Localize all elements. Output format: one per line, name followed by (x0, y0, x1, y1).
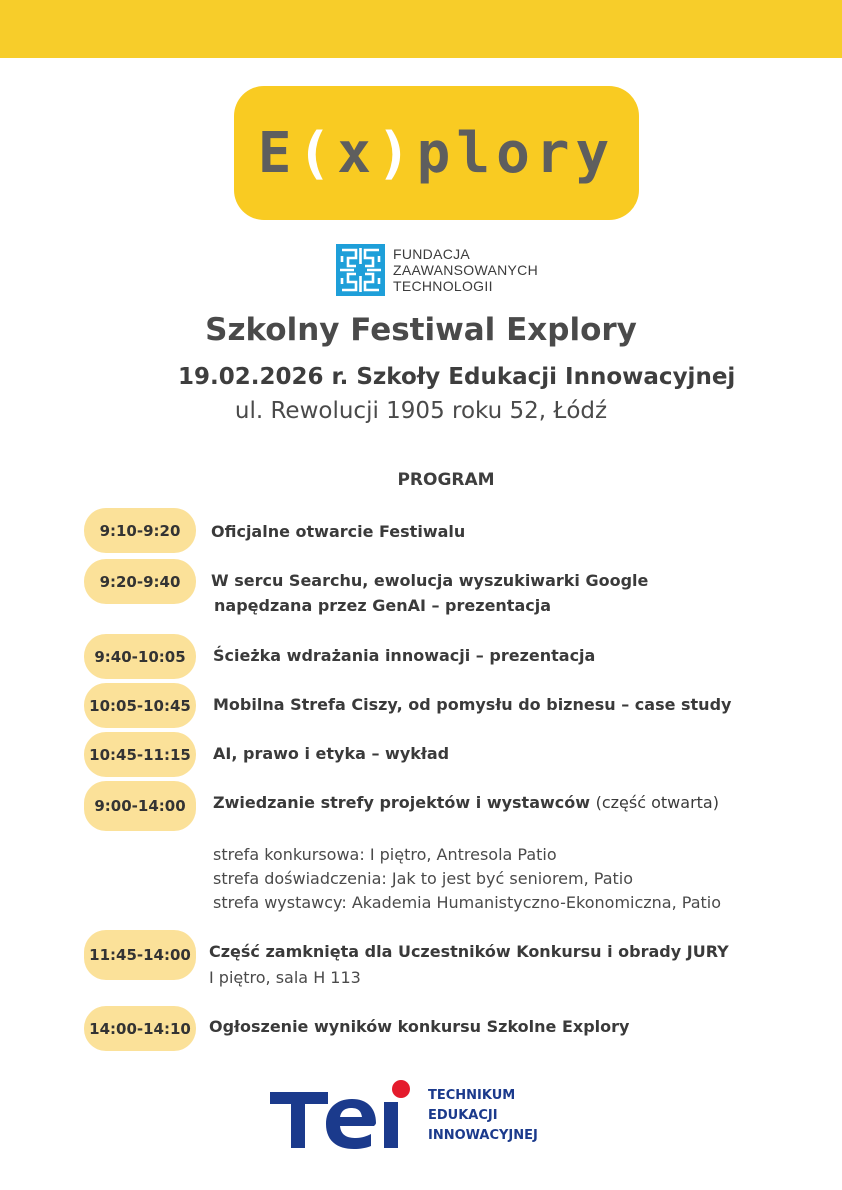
tei-logo-mark (270, 1078, 412, 1150)
time-badge: 10:45-11:15 (84, 732, 196, 777)
zone-detail: strefa konkursowa: I piętro, Antresola Patio (213, 845, 557, 864)
program-item-title: Mobilna Strefa Ciszy, od pomysłu do biznesu – case study (213, 695, 732, 714)
explory-logo-text: E(x)plory (257, 120, 616, 186)
time-badge: 9:20-9:40 (84, 559, 196, 604)
program-item-title: Oficjalne otwarcie Festiwalu (211, 522, 466, 541)
tei-logo (270, 1078, 412, 1150)
program-item-note: (część otwarta) (595, 793, 719, 812)
time-badge: 9:10-9:20 (84, 508, 196, 553)
page-title: Szkolny Festiwal Explory (205, 312, 637, 348)
explory-logo (234, 86, 639, 220)
foundation-name: FUNDACJA ZAAWANSOWANYCH TECHNOLOGII (393, 246, 538, 294)
event-date-venue: 19.02.2026 r. Szkoły Edukacji Innowacyjnej (178, 364, 736, 390)
event-address: ul. Rewolucji 1905 roku 52, Łódź (234, 398, 608, 424)
time-badge: 14:00-14:10 (84, 1006, 196, 1051)
program-item-title: AI, prawo i etyka – wykład (213, 744, 450, 763)
program-item-title: Ścieżka wdrażania innowacji – prezentacja (213, 646, 596, 665)
foundation-logo (336, 244, 538, 296)
program-item-title: W sercu Searchu, ewolucja wyszukiwarki Google (211, 571, 649, 590)
zone-detail: strefa wystawcy: Akademia Humanistyczno-Ekonomiczna, Patio (213, 893, 722, 912)
program-item-title: Część zamknięta dla Uczestników Konkursu i obrady JURY (209, 942, 729, 961)
program-item-title: Ogłoszenie wyników konkursu Szkolne Explory (209, 1017, 630, 1036)
time-badge: 9:40-10:05 (84, 634, 196, 679)
time-badge: 11:45-14:00 (84, 930, 196, 980)
school-name: TECHNIKUM EDUKACJI INNOWACYJNEJ (428, 1088, 538, 1143)
zone-detail: strefa doświadczenia: Jak to jest być seniorem, Patio (213, 869, 634, 888)
foundation-maze-icon (336, 244, 385, 296)
program-item-title: Zwiedzanie strefy projektów i wystawców (część otwarta) (213, 793, 719, 812)
program-item-title-cont: napędzana przez GenAI – prezentacja (214, 596, 552, 615)
program-heading: PROGRAM (397, 470, 495, 490)
program-item-location: I piętro, sala H 113 (209, 968, 361, 987)
top-yellow-band (0, 0, 842, 58)
time-badge: 10:05-10:45 (84, 683, 196, 728)
time-badge: 9:00-14:00 (84, 781, 196, 831)
